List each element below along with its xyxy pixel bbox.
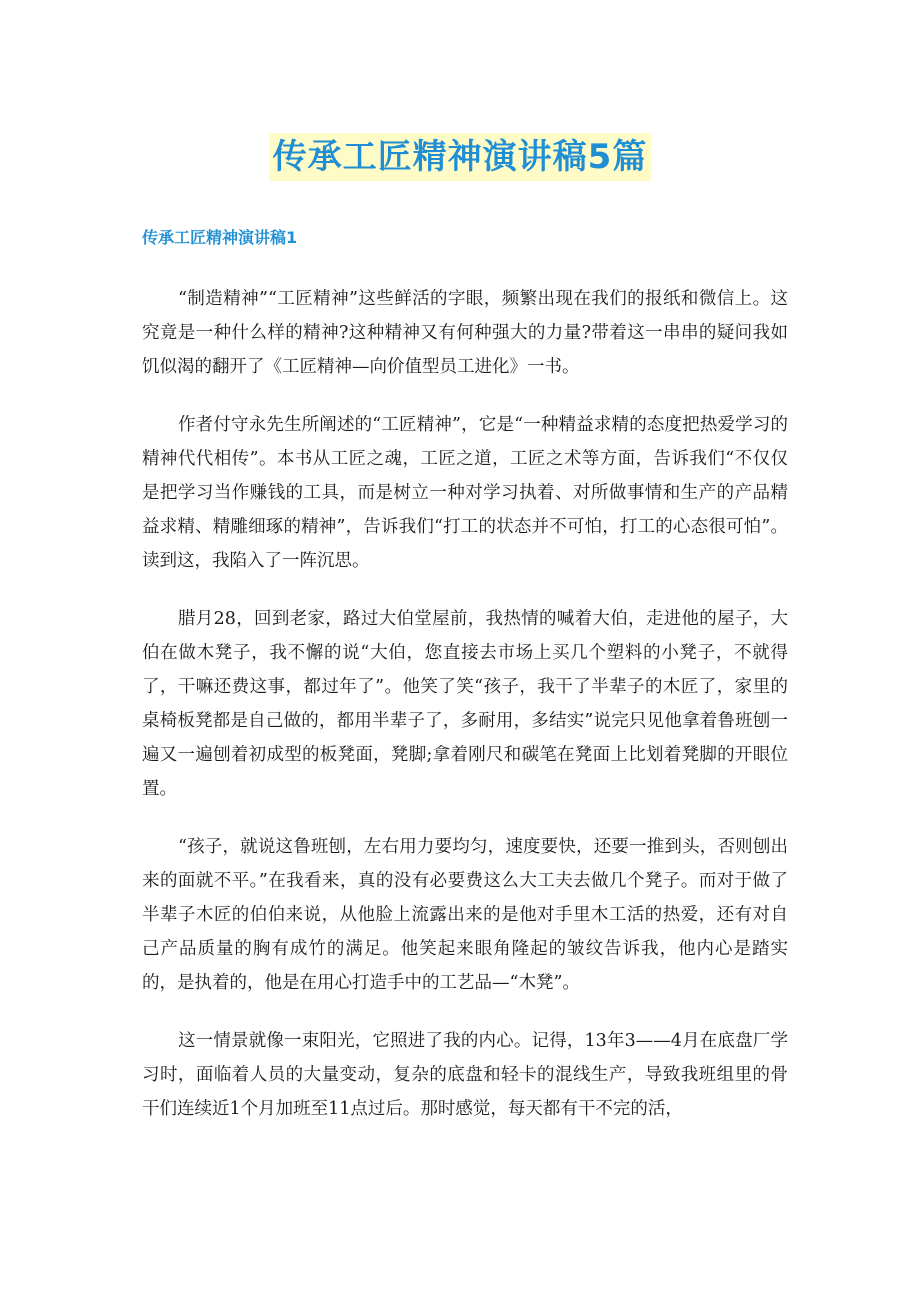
title-container	[0, 133, 920, 181]
paragraph-3: 腊月28，回到老家，路过大伯堂屋前，我热情的喊着大伯，走进他的屋子，大伯在做木凳子，我不懈的说“大伯，您直接去市场上买几个塑料的小凳子，不就得了，干嘛还费这事，都过年了”。他笑了笑“孩子，我干了半辈子的木匠了，家里的桌椅板凳都是自己做的，都用半辈子了，多耐用，多结实”说完只见他拿着鲁班刨一遍又一遍刨着初成型的板凳面，凳脚;拿着刚尺和碳笔在凳面上比划着凳脚的开眼位置。	[142, 609, 788, 799]
document-body	[142, 282, 788, 1150]
paragraph-1: “制造精神”“工匠精神”这些鲜活的字眼，频繁出现在我们的报纸和微信上。这究竟是一种什么样的精神?这种精神又有何种强大的力量?带着这一串串的疑问我如饥似渴的翻开了《工匠精神—向价值型员工进化》一书。	[142, 289, 788, 377]
paragraph-4: “孩子，就说这鲁班刨，左右用力要均匀，速度要快，还要一推到头，否则刨出来的面就不平。”在我看来，真的没有必要费这么大工夫去做几个凳子。而对于做了半辈子木匠的伯伯来说，从他脸上流露出来的是他对手里木工活的热爱，还有对自己产品质量的胸有成竹的满足。他笑起来眼角隆起的皱纹告诉我，他内心是踏实的，是执着的，他是在用心打造手中的工艺品—“木凳”。	[142, 837, 788, 993]
document-title: 传承工匠精神演讲稿5篇	[269, 133, 652, 181]
paragraph-5: 这一情景就像一束阳光，它照进了我的内心。记得，13年3——4月在底盘厂学习时，面临着人员的大量变动，复杂的底盘和轻卡的混线生产，导致我班组里的骨干们连续近1个月加班至11点过后。那时感觉，每天都有干不完的活，	[142, 1031, 788, 1119]
paragraph-2: 作者付守永先生所阐述的“工匠精神”，它是“一种精益求精的态度把热爱学习的精神代代相传”。本书从工匠之魂，工匠之道，工匠之术等方面，告诉我们“不仅仅是把学习当作赚钱的工具，而是树立一种对学习执着、对所做事情和生产的产品精益求精、精雕细琢的精神”，告诉我们“打工的状态并不可怕，打工的心态很可怕”。读到这，我陷入了一阵沉思。	[142, 415, 788, 571]
section-heading: 传承工匠精神演讲稿1	[142, 228, 298, 247]
